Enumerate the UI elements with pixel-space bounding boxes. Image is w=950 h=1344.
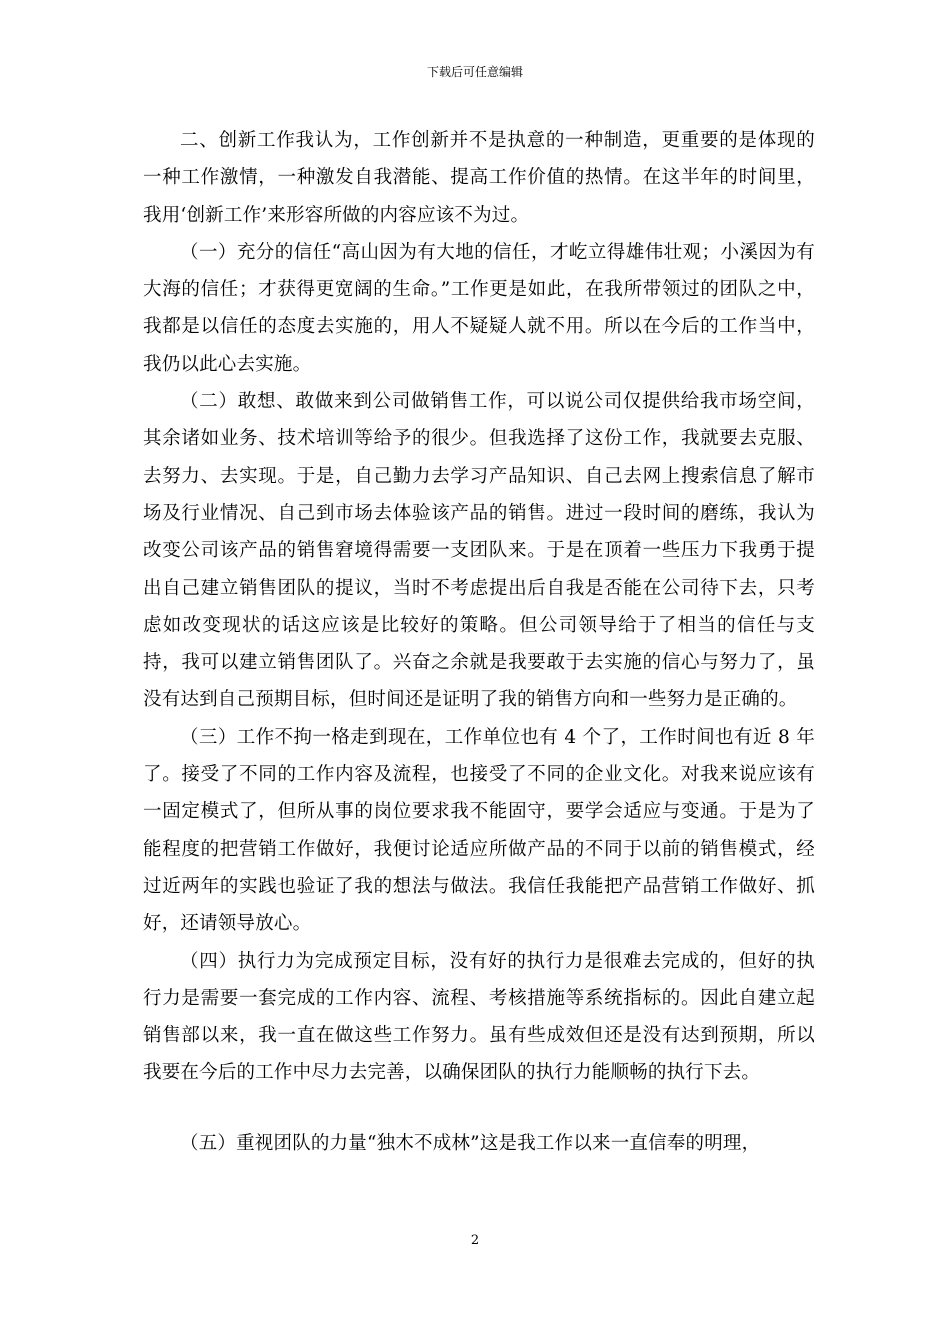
paragraph-teamwork: （五）重视团队的力量“独木不成林”这是我工作以来一直信奉的明理， [180, 1132, 761, 1154]
page-header: 下载后可任意编辑 [426, 65, 523, 79]
paragraph-innovation: 二、创新工作我认为，工作创新并不是执意的一种制造，更重要的是体现的一种工作激情，一种激发自我潜能、提高工作价值的热情。在这半年的时间里，我用‘创新工作’来形容所做的内容应该不为过。 [143, 130, 815, 226]
paragraph-trust: （一）充分的信任“高山因为有大地的信任，才屹立得雄伟壮观；小溪因为有大海的信任；才获得更宽阔的生命。”工作更是如此，在我所带领过的团队之中，我都是以信任的态度去实施的，用人不疑疑人就不用。所以在今后的工作当中，我仍以此心去实施。 [143, 241, 815, 375]
paragraph-execution: （四）执行力为完成预定目标，没有好的执行力是很难去完成的，但好的执行力是需要一套完成的工作内容、流程、考核措施等系统指标的。因此自建立起销售部以来，我一直在做这些工作努力。虽有些成效但还是没有达到预期，所以我要在今后的工作中尽力去完善，以确保团队的执行力能顺畅的执行下去。 [143, 950, 815, 1084]
paragraph-dare: （二）敢想、敢做来到公司做销售工作，可以说公司仅提供给我市场空间，其余诸如业务、技术培训等给予的很少。但我选择了这份工作，我就要去克服、去努力、去实现。于是，自己勤力去学习产品知识、自己去网上搜索信息了解市场及行业情况、自己到市场去体验该产品的销售。进过一段时间的磨练，我认为改变公司该产品的销售窘境得需要一支团队来。于是在顶着一些压力下我勇于提出自己建立销售团队的提议，当时不考虑提出后自我是否能在公司待下去，只考虑如改变现状的话这应该是比较好的策略。但公司领导给于了相当的信任与支持，我可以建立销售团队了。兴奋之余就是我要敢于去实施的信心与努力了，虽没有达到自己预期目标，但时间还是证明了我的销售方向和一些努力是正确的。 [143, 391, 815, 711]
page-number: 2 [470, 1233, 480, 1248]
document-body [143, 122, 815, 1162]
paragraph-flexibility: （三）工作不拘一格走到现在，工作单位也有 4 个了，工作时间也有近 8 年了。接受了不同的工作内容及流程，也接受了不同的企业文化。对我来说应该有一固定模式了，但所从事的岗位要求我不能固守，要学会适应与变通。于是为了能程度的把营销工作做好，我便讨论适应所做产品的不同于以前的销售模式，经过近两年的实践也验证了我的想法与做法。我信任我能把产品营销工作做好、抓好，还请领导放心。 [143, 726, 815, 935]
